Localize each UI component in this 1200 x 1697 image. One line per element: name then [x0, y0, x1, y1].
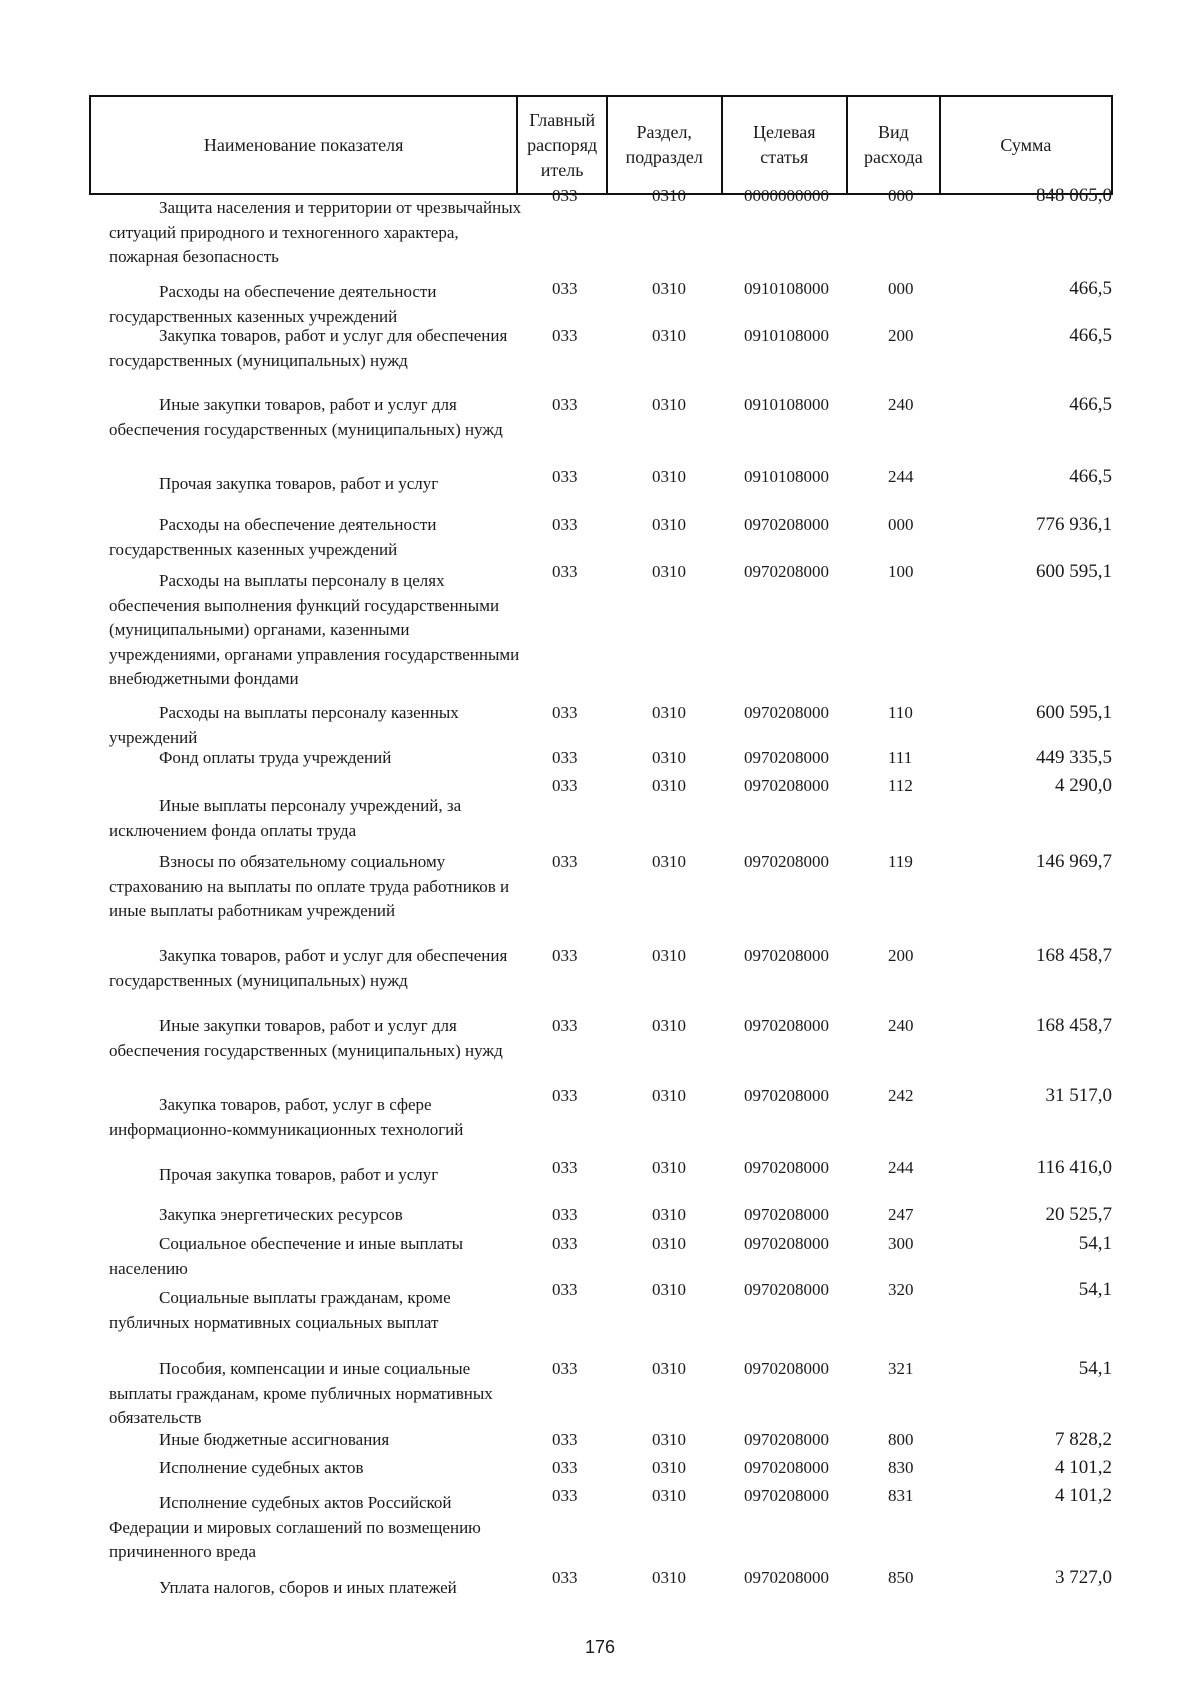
row-sum: 168 458,7 — [1036, 1015, 1112, 1036]
row-section: 0310 — [652, 1568, 686, 1587]
row-article: 0970208000 — [744, 1430, 829, 1449]
row-article: 0970208000 — [744, 1086, 829, 1105]
row-sum: 116 416,0 — [1036, 1157, 1112, 1178]
row-name: Иные выплаты персоналу учреждений, за исключением фонда оплаты труда — [109, 796, 462, 840]
row-section: 0310 — [652, 515, 686, 534]
row-section: 0310 — [652, 748, 686, 767]
row-main-manager: 033 — [552, 1086, 578, 1105]
row-article: 0970208000 — [744, 562, 829, 581]
row-article: 0910108000 — [744, 326, 829, 345]
row-main-manager: 033 — [552, 326, 578, 345]
row-kind: 200 — [888, 326, 914, 345]
row-name: Прочая закупка товаров, работ и услуг — [159, 474, 439, 493]
row-section: 0310 — [652, 703, 686, 722]
row-main-manager: 033 — [552, 562, 578, 581]
row-name: Закупка энергетических ресурсов — [159, 1205, 403, 1224]
row-sum: 7 828,2 — [1055, 1429, 1112, 1450]
row-article: 0970208000 — [744, 852, 829, 871]
row-section: 0310 — [652, 776, 686, 795]
row-main-manager: 033 — [552, 1486, 578, 1505]
row-sum: 466,5 — [1069, 325, 1112, 346]
row-section: 0310 — [652, 1359, 686, 1378]
row-sum: 20 525,7 — [1045, 1204, 1112, 1225]
row-name: Защита населения и территории от чрезвычайных ситуаций природного и техногенного характера, пожарная безопасность — [109, 198, 522, 266]
row-name: Социальные выплаты гражданам, кроме публичных нормативных социальных выплат — [109, 1288, 451, 1332]
row-name: Иные бюджетные ассигнования — [159, 1430, 390, 1449]
header-kind: Вид расхода — [848, 97, 941, 193]
row-kind: 320 — [888, 1280, 914, 1299]
row-sum: 449 335,5 — [1036, 747, 1112, 768]
row-name: Иные закупки товаров, работ и услуг для обеспечения государственных (муниципальных) нужд — [109, 1016, 503, 1060]
row-kind: 800 — [888, 1430, 914, 1449]
row-sum: 168 458,7 — [1036, 945, 1112, 966]
row-article: 0970208000 — [744, 1486, 829, 1505]
row-name: Расходы на обеспечение деятельности государственных казенных учреждений — [109, 515, 437, 559]
row-sum: 31 517,0 — [1045, 1085, 1112, 1106]
row-article: 0970208000 — [744, 1234, 829, 1253]
row-sum: 600 595,1 — [1036, 561, 1112, 582]
row-kind: 850 — [888, 1568, 914, 1587]
row-main-manager: 033 — [552, 1234, 578, 1253]
row-kind: 242 — [888, 1086, 914, 1105]
row-kind: 300 — [888, 1234, 914, 1253]
row-main-manager: 033 — [552, 1430, 578, 1449]
row-section: 0310 — [652, 1458, 686, 1477]
row-section: 0310 — [652, 562, 686, 581]
row-kind: 000 — [888, 515, 914, 534]
row-name: Социальное обеспечение и иные выплаты населению — [109, 1234, 464, 1278]
row-kind: 000 — [888, 186, 914, 205]
row-article: 0970208000 — [744, 1568, 829, 1587]
row-sum: 848 065,0 — [1036, 185, 1112, 206]
row-name: Фонд оплаты труда учреждений — [159, 748, 392, 767]
row-kind: 200 — [888, 946, 914, 965]
row-name: Исполнение судебных актов — [159, 1458, 364, 1477]
row-article: 0970208000 — [744, 1205, 829, 1224]
row-article: 0970208000 — [744, 946, 829, 965]
row-main-manager: 033 — [552, 1158, 578, 1177]
row-main-manager: 033 — [552, 1205, 578, 1224]
row-kind: 321 — [888, 1359, 914, 1378]
row-kind: 119 — [888, 852, 913, 871]
row-article: 0970208000 — [744, 515, 829, 534]
row-name: Закупка товаров, работ и услуг для обеспечения государственных (муниципальных) нужд — [109, 946, 508, 990]
row-section: 0310 — [652, 1486, 686, 1505]
row-article: 0910108000 — [744, 279, 829, 298]
row-name: Расходы на выплаты персоналу казенных учреждений — [109, 703, 459, 747]
row-kind: 831 — [888, 1486, 914, 1505]
row-kind: 110 — [888, 703, 913, 722]
row-sum: 146 969,7 — [1036, 851, 1112, 872]
row-section: 0310 — [652, 1430, 686, 1449]
row-section: 0310 — [652, 395, 686, 414]
row-name: Исполнение судебных актов Российской Федерации и мировых соглашений по возмещению причиненного вреда — [109, 1493, 481, 1561]
row-section: 0310 — [652, 1016, 686, 1035]
row-article: 0000000000 — [744, 186, 829, 205]
row-name: Закупка товаров, работ, услуг в сфере информационно-коммуникационных технологий — [109, 1095, 464, 1139]
row-name: Иные закупки товаров, работ и услуг для обеспечения государственных (муниципальных) нужд — [109, 395, 503, 439]
row-main-manager: 033 — [552, 748, 578, 767]
row-section: 0310 — [652, 1205, 686, 1224]
row-section: 0310 — [652, 1280, 686, 1299]
row-sum: 466,5 — [1069, 394, 1112, 415]
row-sum: 4 101,2 — [1055, 1457, 1112, 1478]
row-sum: 4 101,2 — [1055, 1485, 1112, 1506]
row-main-manager: 033 — [552, 395, 578, 414]
header-main-manager: Главный распоряд итель — [518, 97, 608, 193]
row-main-manager: 033 — [552, 703, 578, 722]
row-article: 0970208000 — [744, 1280, 829, 1299]
row-name: Прочая закупка товаров, работ и услуг — [159, 1165, 439, 1184]
row-sum: 4 290,0 — [1055, 775, 1112, 796]
row-kind: 111 — [888, 748, 913, 767]
header-name: Наименование показателя — [91, 97, 518, 193]
row-kind: 100 — [888, 562, 914, 581]
row-section: 0310 — [652, 1234, 686, 1253]
row-article: 0970208000 — [744, 748, 829, 767]
row-kind: 000 — [888, 279, 914, 298]
row-article: 0910108000 — [744, 395, 829, 414]
row-article: 0970208000 — [744, 776, 829, 795]
row-section: 0310 — [652, 467, 686, 486]
row-name: Расходы на обеспечение деятельности государственных казенных учреждений — [109, 282, 437, 326]
row-main-manager: 033 — [552, 852, 578, 871]
header-section: Раздел, подраздел — [608, 97, 723, 193]
row-section: 0310 — [652, 186, 686, 205]
row-article: 0910108000 — [744, 467, 829, 486]
row-main-manager: 033 — [552, 946, 578, 965]
row-section: 0310 — [652, 326, 686, 345]
row-name: Уплата налогов, сборов и иных платежей — [159, 1578, 457, 1597]
row-sum: 54,1 — [1078, 1233, 1112, 1254]
row-main-manager: 033 — [552, 186, 578, 205]
header-article: Целевая статья — [723, 97, 849, 193]
row-name: Пособия, компенсации и иные социальные выплаты гражданам, кроме публичных нормативных обязательств — [109, 1359, 493, 1427]
row-main-manager: 033 — [552, 1458, 578, 1477]
row-name: Взносы по обязательному социальному страхованию на выплаты по оплате труда работников и иные выплаты работникам учреждений — [109, 852, 510, 920]
header-sum: Сумма — [1000, 134, 1052, 155]
row-kind: 112 — [888, 776, 913, 795]
row-article: 0970208000 — [744, 1016, 829, 1035]
row-article: 0970208000 — [744, 1458, 829, 1477]
row-kind: 830 — [888, 1458, 914, 1477]
row-main-manager: 033 — [552, 1568, 578, 1587]
row-article: 0970208000 — [744, 1359, 829, 1378]
row-section: 0310 — [652, 279, 686, 298]
row-article: 0970208000 — [744, 1158, 829, 1177]
row-kind: 244 — [888, 1158, 914, 1177]
row-section: 0310 — [652, 1158, 686, 1177]
row-sum: 466,5 — [1069, 466, 1112, 487]
row-kind: 244 — [888, 467, 914, 486]
row-main-manager: 033 — [552, 515, 578, 534]
row-main-manager: 033 — [552, 1359, 578, 1378]
row-name: Закупка товаров, работ и услуг для обеспечения государственных (муниципальных) нужд — [109, 326, 508, 370]
row-sum: 466,5 — [1069, 278, 1112, 299]
row-kind: 240 — [888, 1016, 914, 1035]
row-main-manager: 033 — [552, 279, 578, 298]
page-number: 176 — [584, 1637, 616, 1657]
row-section: 0310 — [652, 1086, 686, 1105]
row-main-manager: 033 — [552, 1280, 578, 1299]
row-sum: 776 936,1 — [1036, 514, 1112, 535]
row-main-manager: 033 — [552, 1016, 578, 1035]
row-sum: 3 727,0 — [1055, 1567, 1112, 1588]
row-section: 0310 — [652, 852, 686, 871]
row-kind: 240 — [888, 395, 914, 414]
row-main-manager: 033 — [552, 776, 578, 795]
row-sum: 54,1 — [1078, 1279, 1112, 1300]
row-name: Расходы на выплаты персоналу в целях обеспечения выполнения функций государственными (муниципальными) органами, казенными учреждениями, органами управления государственными внебюджетными фондами — [109, 571, 520, 688]
row-main-manager: 033 — [552, 467, 578, 486]
row-kind: 247 — [888, 1205, 914, 1224]
row-section: 0310 — [652, 946, 686, 965]
row-sum: 600 595,1 — [1036, 702, 1112, 723]
row-sum: 54,1 — [1078, 1358, 1112, 1379]
row-article: 0970208000 — [744, 703, 829, 722]
